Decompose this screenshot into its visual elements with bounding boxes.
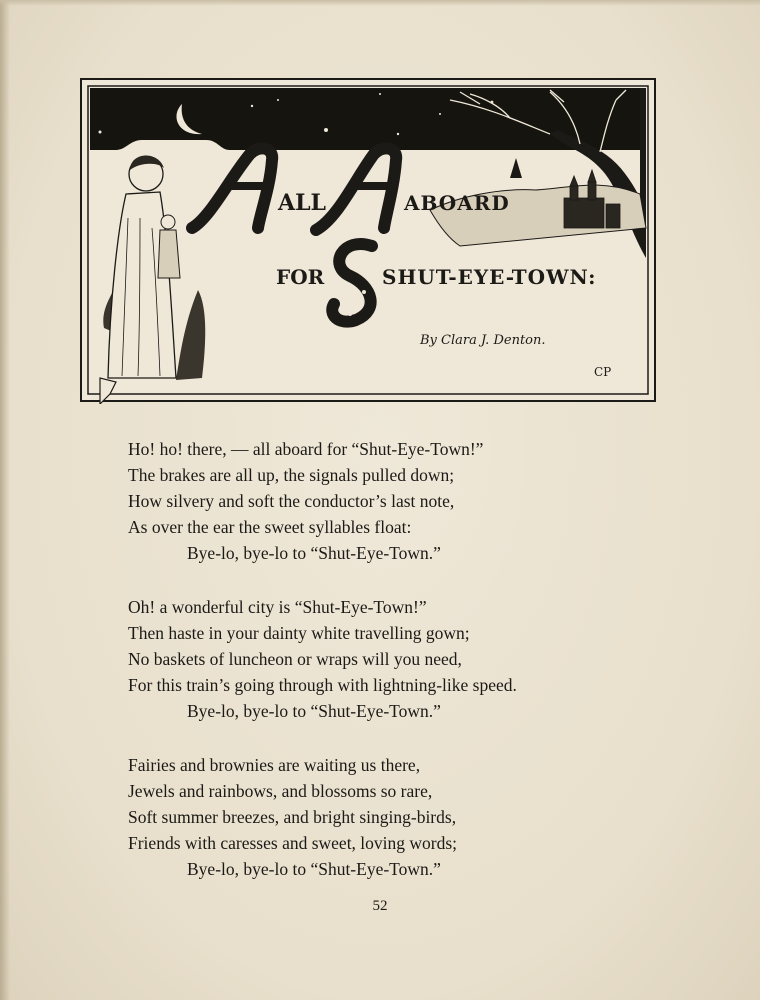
poem-refrain: Bye-lo, bye-lo to “Shut-Eye-Town.”: [187, 543, 441, 563]
svg-text:SHUT-EYE-TOWN:: SHUT-EYE-TOWN:: [382, 265, 597, 289]
poem-line: For this train’s going through with lightning-like speed.: [128, 675, 517, 695]
byline: By Clara J. Denton.: [420, 333, 546, 348]
artist-monogram: CP: [594, 365, 612, 379]
stanza-1: [128, 436, 648, 566]
poem-line: The brakes are all up, the signals pulled down;: [128, 465, 455, 485]
svg-text:ALL: ALL: [278, 190, 327, 216]
poem-line: Fairies and brownies are waiting us there,: [128, 755, 421, 775]
poem-line: Then haste in your dainty white travelling gown;: [128, 623, 470, 643]
poem-line: How silvery and soft the conductor’s last note,: [128, 491, 455, 511]
poem-refrain: Bye-lo, bye-lo to “Shut-Eye-Town.”: [187, 701, 441, 721]
svg-text:FOR: FOR: [276, 265, 325, 289]
poem-line: Ho! ho! there, — all aboard for “Shut-Eye-Town!”: [128, 439, 484, 459]
poem-line: Friends with caresses and sweet, loving words;: [128, 833, 458, 853]
poem-line: No baskets of luncheon or wraps will you need,: [128, 649, 462, 669]
poem-line: Soft summer breezes, and bright singing-birds,: [128, 807, 457, 827]
page-gutter-shadow: [0, 0, 10, 1000]
poem-line: As over the ear the sweet syllables float:: [128, 517, 412, 537]
headpiece-illustration: [80, 78, 656, 404]
page-number: 52: [372, 898, 388, 914]
illustrated-headpiece: [80, 78, 656, 404]
page-top-shadow: [0, 0, 760, 6]
poem-line: Oh! a wonderful city is “Shut-Eye-Town!”: [128, 597, 427, 617]
svg-text:ABOARD: ABOARD: [404, 191, 510, 215]
poem-refrain: Bye-lo, bye-lo to “Shut-Eye-Town.”: [187, 859, 441, 879]
stanza-3: [128, 752, 648, 882]
stanza-2: [128, 594, 648, 724]
poem-text: [128, 436, 648, 910]
poem-line: Jewels and rainbows, and blossoms so rare,: [128, 781, 433, 801]
